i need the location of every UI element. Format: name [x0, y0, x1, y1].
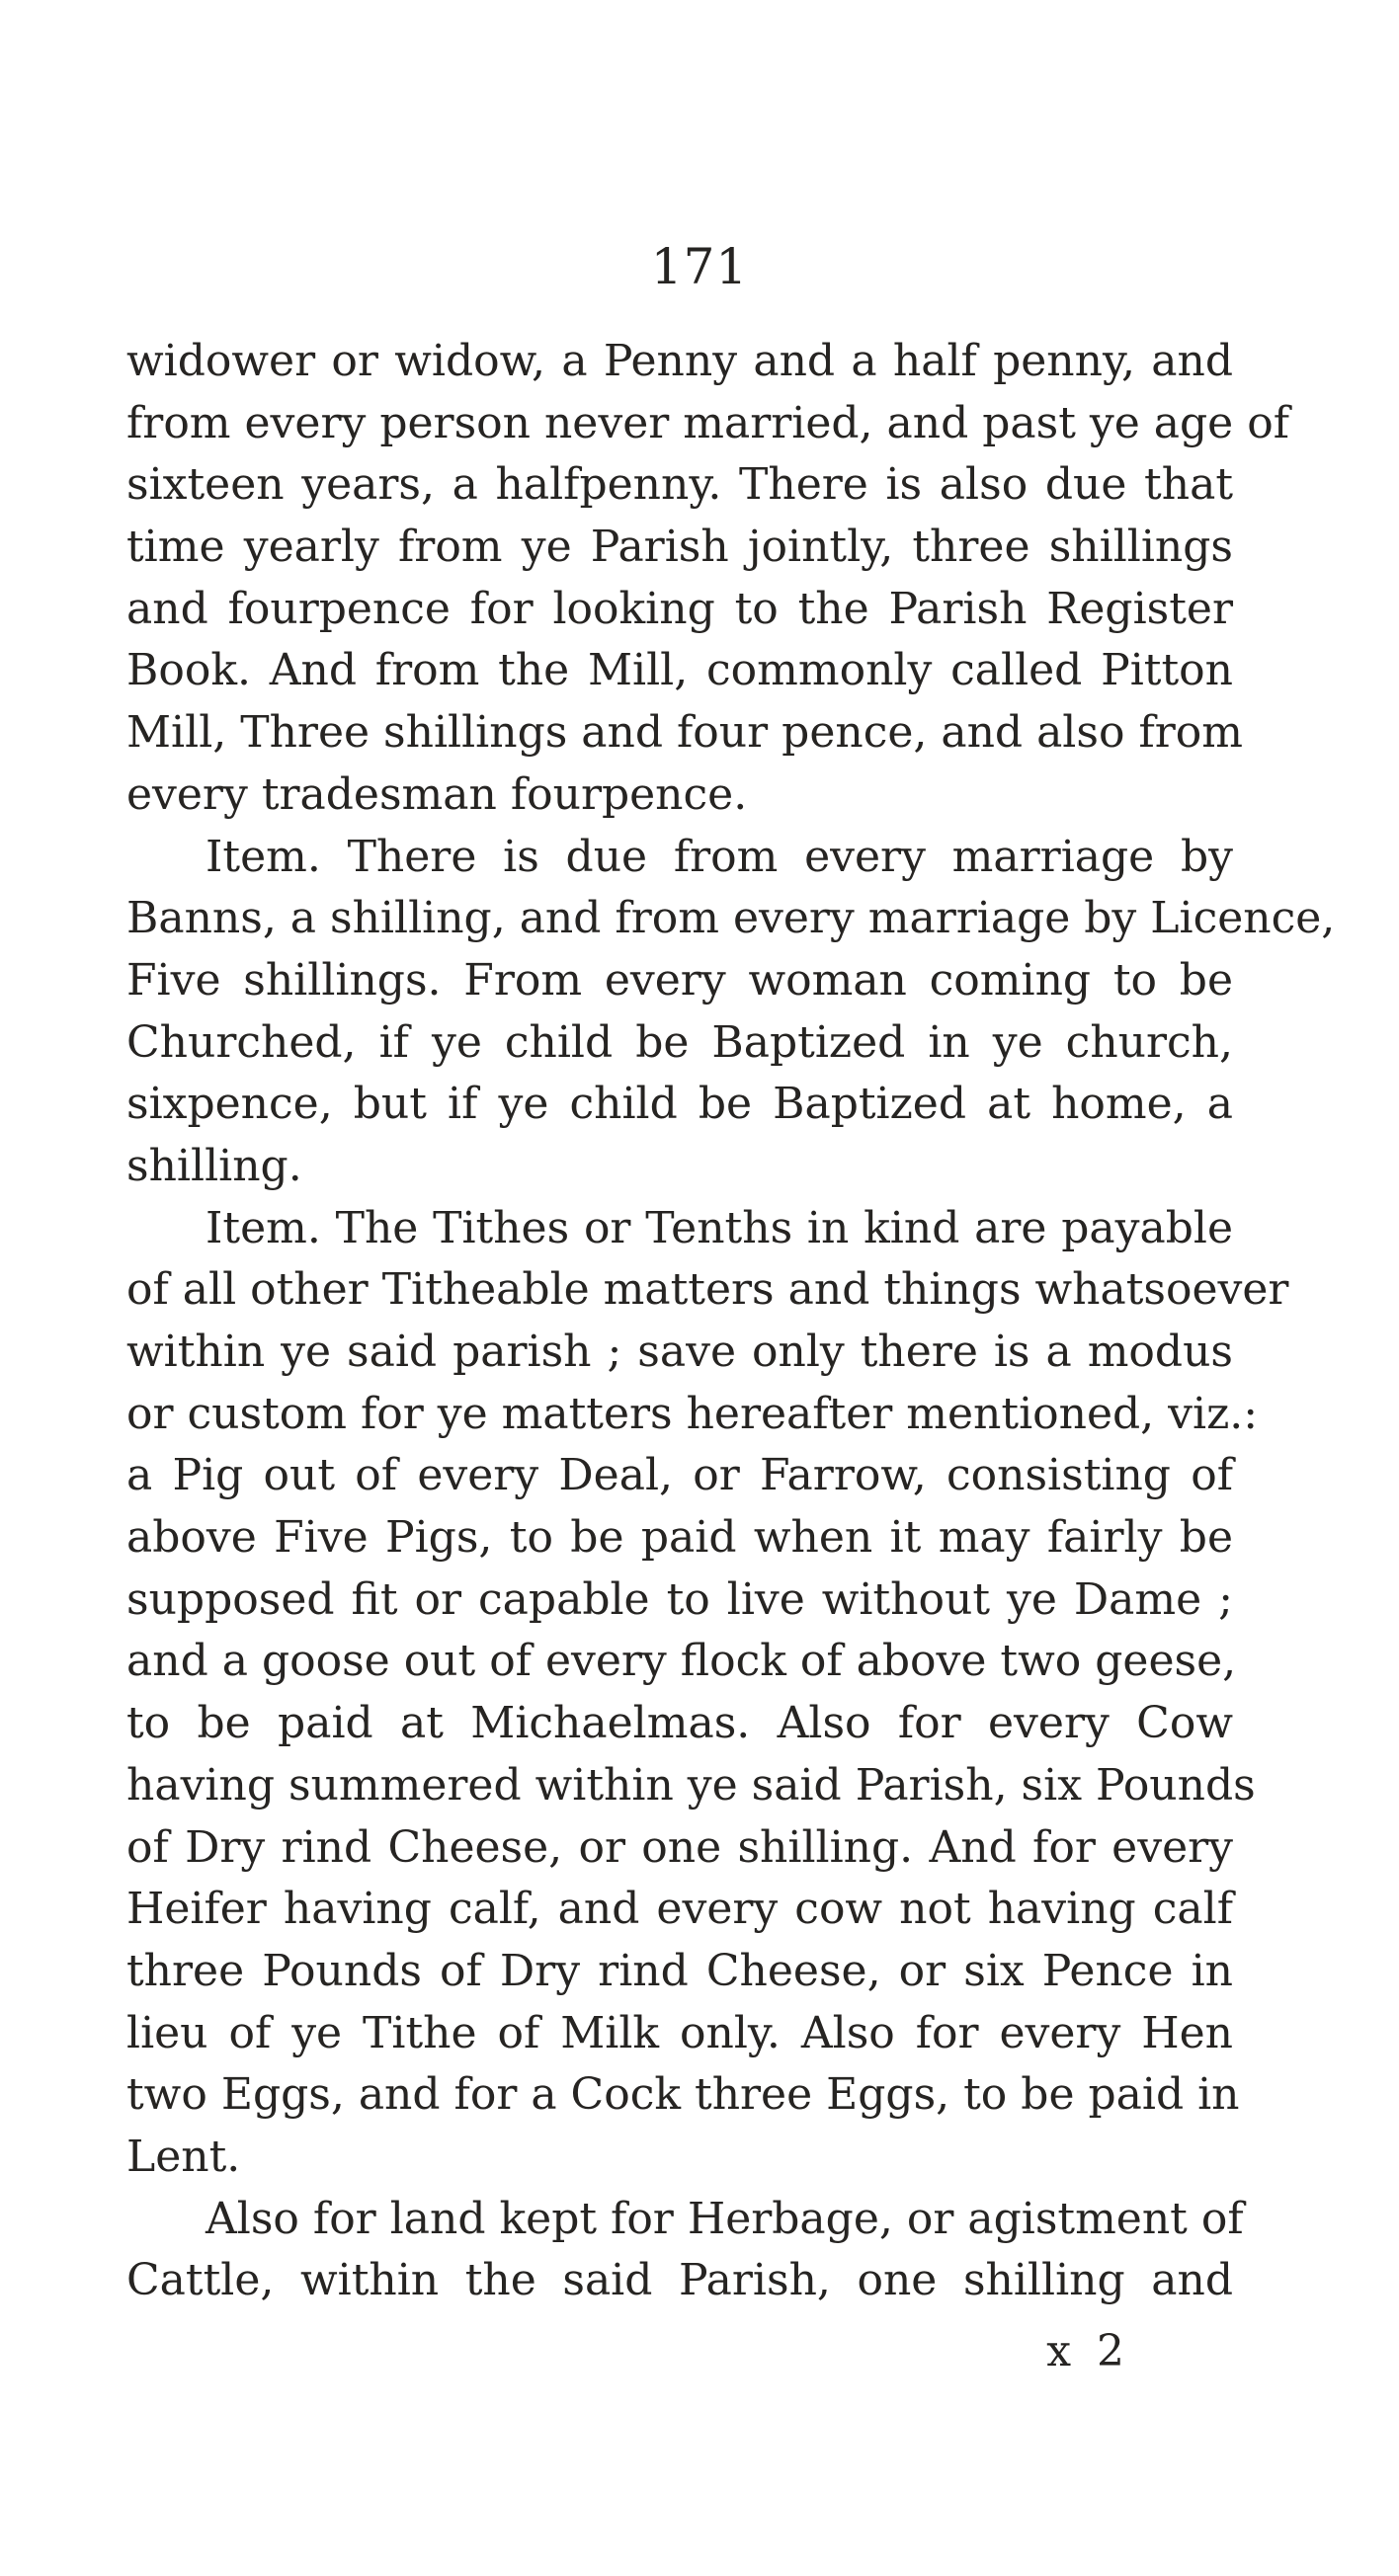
text-line: lieu of ye Tithe of Milk only. Also for every Hen: [126, 2007, 1233, 2058]
text-line: every tradesman fourpence.: [126, 768, 748, 820]
text-line: Churched, if ye child be Baptized in ye church,: [126, 1016, 1233, 1068]
text-line: Five shillings. From every woman coming to be: [126, 954, 1233, 1006]
text-line: shilling.: [126, 1140, 302, 1191]
text-line: Mill, Three shillings and four pence, and also from: [126, 707, 1243, 759]
text-line: sixpence, but if ye child be Baptized at home, a: [126, 1079, 1233, 1130]
text-line: and fourpence for looking to the Parish Register: [126, 583, 1233, 634]
text-line: of Dry rind Cheese, or one shilling. And for every: [126, 1821, 1233, 1873]
signature-mark: x 2: [1046, 2326, 1130, 2376]
paragraph-start-line: Also for land kept for Herbage, or agistment of: [206, 2193, 1244, 2244]
text-line: Banns, a shilling, and from every marriage by Licence,: [126, 893, 1336, 944]
text-line: sixteen years, a halfpenny. There is also due that: [126, 459, 1233, 511]
text-line: having summered within ye said Parish, six Pounds: [126, 1759, 1256, 1811]
text-line: widower or widow, a Penny and a half penny, and: [126, 336, 1233, 386]
text-line: Lent.: [126, 2131, 241, 2182]
text-line: to be paid at Michaelmas. Also for every Cow: [126, 1698, 1233, 1749]
text-line: Heifer having calf, and every cow not having calf: [126, 1884, 1233, 1935]
text-line: supposed fit or capable to live without ye Dame ;: [126, 1573, 1233, 1625]
text-line: and a goose out of every flock of above two geese,: [126, 1636, 1237, 1687]
text-line: within ye said parish ; save only there is a modus: [126, 1327, 1233, 1377]
page-number: 171: [650, 238, 749, 295]
text-line: Book. And from the Mill, commonly called Pitton: [126, 645, 1233, 696]
text-line: two Eggs, and for a Cock three Eggs, to be paid in: [126, 2069, 1240, 2121]
text-line: time yearly from ye Parish jointly, three shillings: [126, 522, 1233, 573]
text-line: of all other Titheable matters and things whatsoever: [126, 1264, 1289, 1316]
text-line: Cattle, within the said Parish, one shilling and: [126, 2255, 1233, 2306]
text-line: above Five Pigs, to be paid when it may fairly be: [126, 1512, 1233, 1564]
body-text: [126, 331, 1336, 2312]
text-line: or custom for ye matters hereafter mentioned, viz.:: [126, 1388, 1259, 1439]
paragraph-start-line: Item. The Tithes or Tenths in kind are payable: [206, 1202, 1233, 1253]
text-line: from every person never married, and past ye age of: [126, 397, 1289, 448]
text-line: a Pig out of every Deal, or Farrow, consisting of: [126, 1450, 1233, 1501]
text-line: three Pounds of Dry rind Cheese, or six Pence in: [126, 1945, 1233, 1996]
paragraph-start-line: Item. There is due from every marriage by: [206, 831, 1233, 882]
